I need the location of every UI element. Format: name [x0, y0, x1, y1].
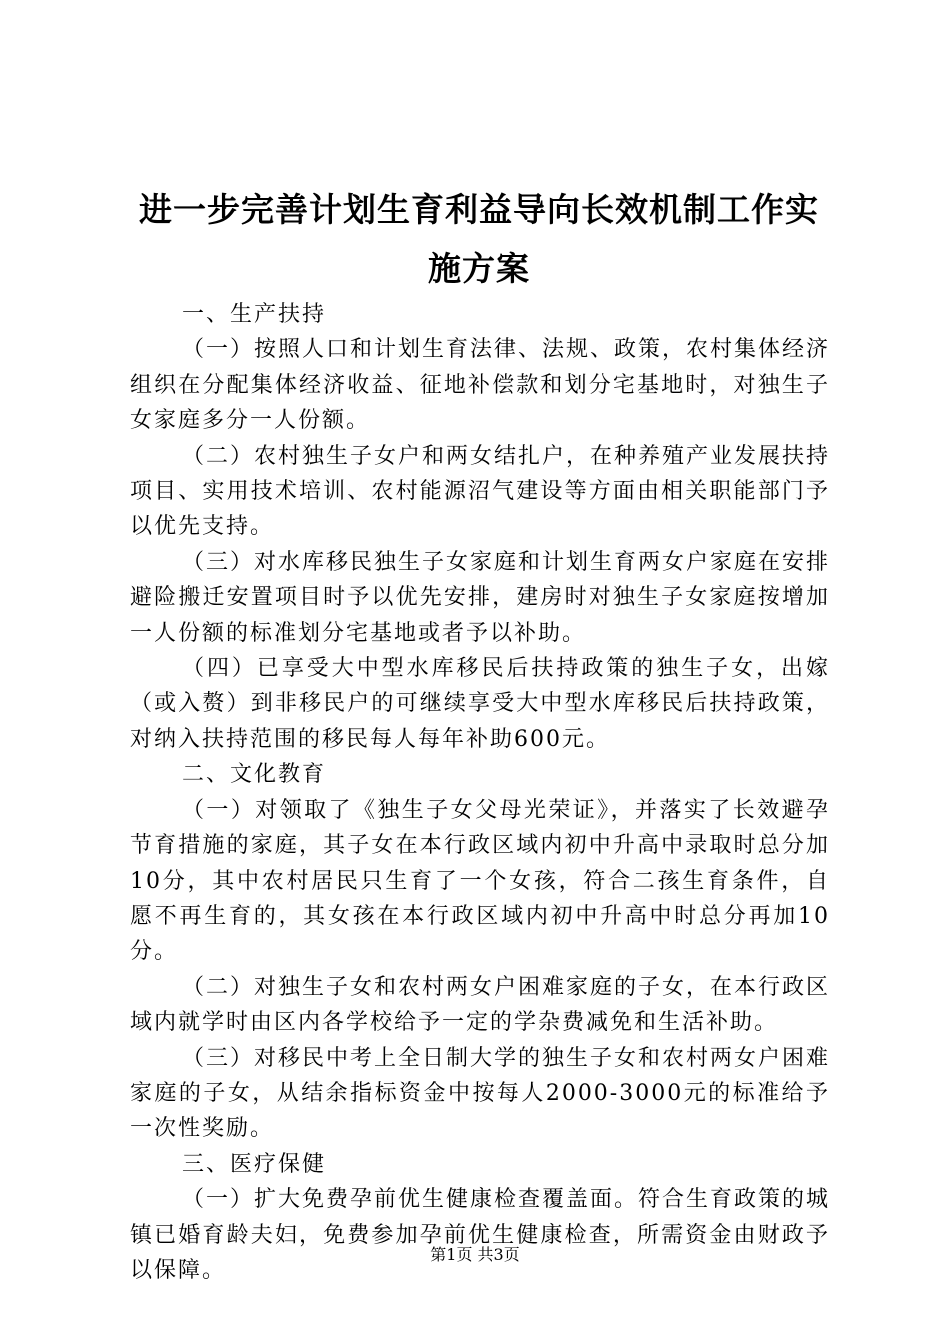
document-body: [130, 297, 830, 1288]
section-heading-healthcare: 三、医疗保健: [182, 1151, 327, 1177]
section-heading-education: 二、文化教育: [182, 762, 327, 788]
paragraph: （四）已享受大中型水库移民后扶持政策的独生子女，出嫁（或入赘）到非移民户的可继续享受大中型水库移民后扶持政策，对纳入扶持范围的移民每人每年补助600元。: [130, 656, 830, 752]
paragraph: （一）对领取了《独生子女父母光荣证》，并落实了长效避孕节育措施的家庭，其子女在本行政区域内初中升高中录取时总分加10分，其中农村居民只生育了一个女孩，符合二孩生育条件，自愿不再生育的，其女孩在本行政区域内初中升高中时总分再加10分。: [130, 797, 830, 965]
page-number-footer: 第1页 共3页: [430, 1245, 520, 1264]
paragraph: （一）按照人口和计划生育法律、法规、政策，农村集体经济组织在分配集体经济收益、征地补偿款和划分宅基地时，对独生子女家庭多分一人份额。: [130, 337, 831, 434]
paragraph: （二）对独生子女和农村两女户困难家庭的子女，在本行政区域内就学时由区内各学校给予一定的学杂费减免和生活补助。: [130, 974, 831, 1036]
section-heading-production: 一、生产扶持: [182, 302, 327, 327]
paragraph: （二）农村独生子女户和两女结扎户，在种养殖产业发展扶持项目、实用技术培训、农村能源沼气建设等方面由相关职能部门予以优先支持。: [130, 443, 831, 540]
paragraph: （三）对水库移民独生子女家庭和计划生育两女户家庭在安排避险搬迁安置项目时予以优先安排，建房时对独生子女家庭按增加一人份额的标准划分宅基地或者予以补助。: [130, 549, 831, 646]
paragraph: （一）扩大免费孕前优生健康检查覆盖面。符合生育政策的城镇已婚育龄夫妇，免费参加孕前优生健康检查，所需资金由财政予以保障。: [130, 1187, 831, 1283]
paragraph: （三）对移民中考上全日制大学的独生子女和农村两女户困难家庭的子女，从结余指标资金中按每人2000-3000元的标准给予一次性奖励。: [130, 1045, 831, 1142]
document-title: 进一步完善计划生育利益导向长效机制工作实施方案: [139, 190, 819, 288]
